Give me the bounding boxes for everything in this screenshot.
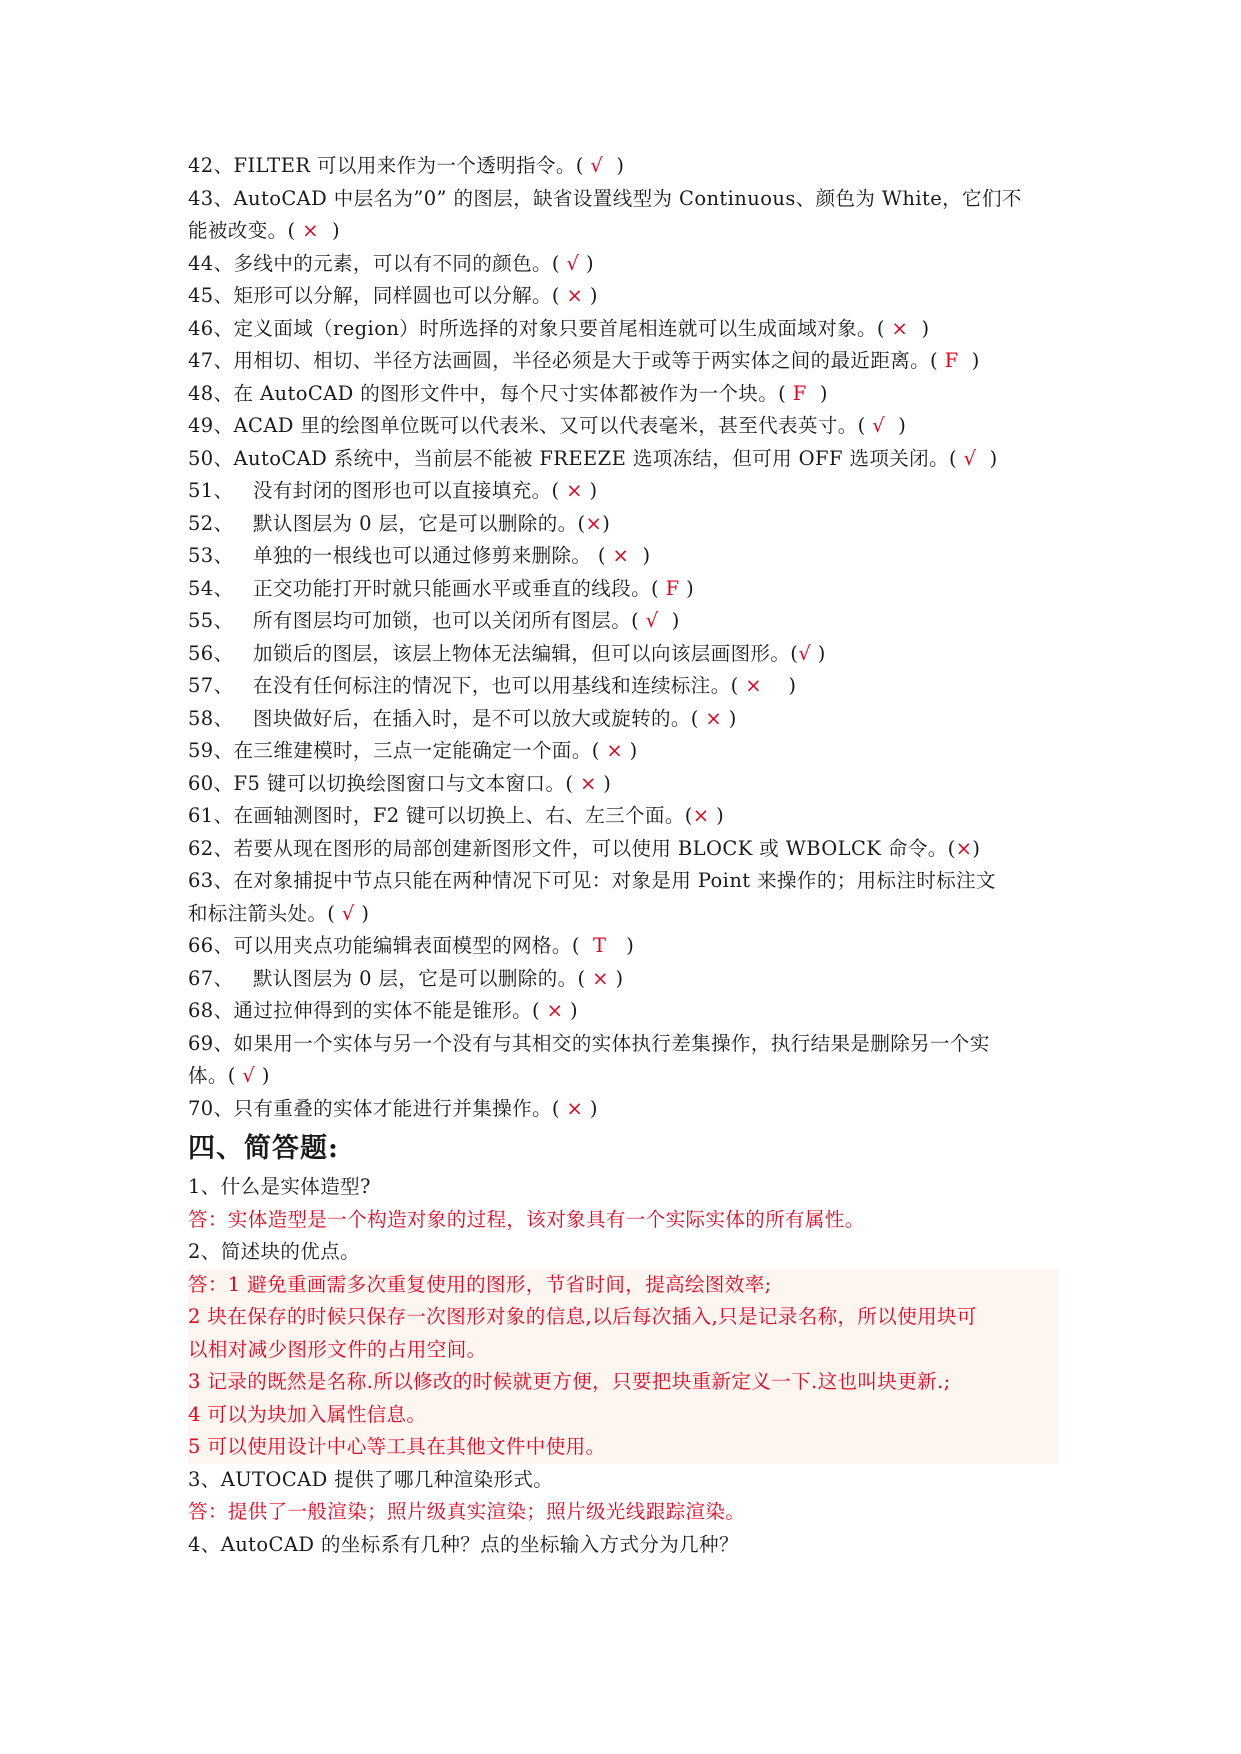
question-line: [188, 410, 1058, 443]
answer-mark: ×: [884, 316, 915, 340]
question-text: AutoCAD 系统中，当前层不能被 FREEZE 选项冻结，但可用 OFF 选项关闭。(: [233, 446, 957, 470]
answer-mark: √: [798, 641, 812, 665]
question-number: 47、: [188, 349, 234, 372]
short-answer: 答：实体造型是一个构造对象的过程，该对象具有一个实际实体的所有属性。: [188, 1207, 865, 1231]
question-number: 66、: [188, 934, 234, 957]
answer-mark: ×: [585, 511, 603, 535]
question-line: [188, 735, 1058, 768]
question-text: 加锁后的图层，该层上物体无法编辑，但可以向该层画图形。(: [253, 641, 799, 665]
question-number: 58、: [188, 706, 234, 730]
answer-mark: T: [579, 934, 614, 957]
answer-mark: √: [235, 1064, 262, 1087]
question-line: [188, 703, 1058, 736]
question-number: 42、: [188, 154, 234, 177]
content: [188, 150, 1058, 1561]
answer-mark: √: [335, 901, 362, 925]
question-number: 59、: [188, 739, 234, 762]
question-text: 如果用一个实体与另一个没有与其相交的实体执行差集操作，执行结果是删除另一个实: [233, 1031, 990, 1055]
question-number: 62、: [188, 836, 234, 860]
question-text: 单独的一根线也可以通过修剪来删除。 (: [253, 544, 606, 567]
question-text: 通过拉伸得到的实体不能是锥形。(: [233, 999, 541, 1022]
question-text: 没有封闭的图形也可以直接填充。(: [253, 479, 560, 502]
question-number: 69、: [188, 1031, 234, 1055]
short-question: 3、AUTOCAD 提供了哪几种渲染形式。: [188, 1467, 554, 1491]
question-text: 用相切、相切、半径方法画圆，半径必须是大于或等于两实体之间的最近距离。(: [233, 349, 939, 372]
question-close: ): [813, 381, 828, 405]
question-number: 49、: [188, 414, 234, 437]
short-answer: 答：1 避免重画需多次重复使用的图形，节省时间，提高绘图效率;: [188, 1269, 1058, 1302]
answer-mark: ×: [559, 1096, 590, 1120]
answer-mark: √: [639, 609, 666, 632]
question-text: 在三维建模时，三点一定能确定一个面。(: [233, 739, 600, 762]
question-text: 能被改变。(: [188, 219, 296, 242]
question-text: 只有重叠的实体才能进行并集操作。(: [233, 1096, 560, 1120]
question-line: [188, 670, 1058, 703]
question-close: ): [891, 414, 907, 437]
question-close: ): [972, 836, 981, 860]
question-number: 51、: [188, 479, 234, 502]
question-line: [188, 313, 1058, 346]
question-line: [188, 1060, 1058, 1093]
short-question: 4、AutoCAD 的坐标系有几种？点的坐标输入方式分为几种？: [188, 1532, 739, 1556]
question-close: ): [569, 999, 578, 1022]
answer-mark: ×: [955, 836, 973, 860]
question-text: 所有图层均可加锁，也可以关闭所有图层。(: [253, 609, 640, 632]
short-question: 2、简述块的优点。: [188, 1240, 361, 1263]
question-line: [188, 508, 1058, 541]
question-close: ): [665, 609, 680, 632]
answer-mark: √: [559, 251, 586, 275]
question-close: ): [609, 154, 625, 177]
question-text: 正交功能打开时就只能画水平或垂直的线段。(: [253, 576, 660, 600]
question-close: ): [768, 674, 797, 697]
question-line: [188, 800, 1058, 833]
short-answer: 5 可以使用设计中心等工具在其他文件中使用。: [188, 1431, 1058, 1464]
short-answer: 3 记录的既然是名称.所以修改的时候就更方便，只要把块重新定义一下.这也叫块更新.;: [188, 1366, 1058, 1399]
short-answer: 以相对减少图形文件的占用空间。: [188, 1334, 1058, 1367]
question-line: [188, 183, 1058, 216]
question-close: ): [615, 966, 624, 990]
question-text: FILTER 可以用来作为一个透明指令。(: [233, 154, 584, 177]
answer-mark: √: [956, 446, 984, 470]
question-number: 54、: [188, 576, 234, 600]
question-number: 55、: [188, 609, 234, 632]
answer-mark: F: [659, 576, 687, 600]
short-answer: 4 可以为块加入属性信息。: [188, 1399, 1058, 1432]
question-text: 和标注箭头处。(: [188, 901, 336, 925]
short-question: 1、什么是实体造型?: [188, 1175, 371, 1198]
question-number: 48、: [188, 381, 234, 405]
question-close: ): [613, 934, 635, 957]
question-close: ): [635, 544, 651, 567]
question-number: 56、: [188, 641, 234, 665]
question-text: AutoCAD 中层名为”0” 的图层，缺省设置线型为 Continuous、颜色为 White，它们不: [233, 186, 1022, 210]
question-number: 44、: [188, 251, 234, 275]
question-number: 57、: [188, 674, 234, 697]
question-close: ): [629, 739, 638, 762]
question-number: 60、: [188, 771, 234, 795]
question-text: 在 AutoCAD 的图形文件中，每个尺寸实体都被作为一个块。(: [233, 381, 787, 405]
answer-mark: ×: [698, 706, 729, 730]
question-line: [188, 865, 1058, 898]
answer-mark: √: [583, 154, 610, 177]
true-false-questions: [188, 150, 1058, 1125]
question-close: ): [325, 219, 341, 242]
question-number: 46、: [188, 316, 234, 340]
question-close: ): [589, 479, 598, 502]
question-line: [188, 833, 1058, 866]
question-line: [188, 930, 1058, 963]
answer-mark: ×: [573, 771, 604, 795]
question-line: [188, 963, 1058, 996]
question-close: ): [965, 349, 980, 372]
question-line: [188, 768, 1058, 801]
question-close: ): [361, 901, 370, 925]
question-close: ): [914, 316, 930, 340]
question-line: [188, 378, 1058, 411]
question-line: [188, 280, 1058, 313]
answer-mark: ×: [559, 479, 590, 502]
question-line: [188, 898, 1058, 931]
question-close: ): [589, 284, 598, 307]
answer-mark: F: [938, 349, 966, 372]
question-number: 70、: [188, 1096, 234, 1120]
question-close: ): [983, 446, 998, 470]
question-number: 68、: [188, 999, 234, 1022]
question-text: 可以用夹点功能编辑表面模型的网格。(: [233, 934, 580, 957]
question-text: 若要从现在图形的局部创建新图形文件，可以使用 BLOCK 或 WBOLCK 命令。(: [233, 836, 956, 860]
question-line: [188, 1028, 1058, 1061]
question-line: [188, 638, 1058, 671]
answer-mark: ×: [738, 674, 769, 697]
question-text: F5 键可以切换绘图窗口与文本窗口。(: [233, 771, 574, 795]
answer-mark: ×: [692, 804, 710, 827]
question-text: 默认图层为 0 层，它是可以删除的。(: [253, 966, 586, 990]
question-close: ): [585, 251, 594, 275]
question-text: 矩形可以分解，同样圆也可以分解。(: [233, 284, 560, 307]
answer-mark: ×: [540, 999, 570, 1022]
question-close: ): [261, 1064, 270, 1087]
answer-mark: √: [865, 414, 892, 437]
answer-mark: ×: [295, 219, 326, 242]
question-close: ): [602, 511, 611, 535]
question-close: ): [603, 771, 612, 795]
question-line: [188, 1093, 1058, 1126]
answer-mark: ×: [559, 284, 590, 307]
question-text: 图块做好后，在插入时，是不可以放大或旋转的。(: [253, 706, 699, 730]
question-line: [188, 248, 1058, 281]
question-number: 61、: [188, 804, 234, 827]
question-close: ): [686, 576, 695, 600]
question-number: 50、: [188, 446, 234, 470]
question-text: 在画轴测图时，F2 键可以切换上、右、左三个面。(: [233, 804, 693, 827]
question-number: 63、: [188, 869, 234, 892]
section-title: 四、简答题:: [188, 1133, 339, 1164]
question-close: ): [811, 641, 826, 665]
question-text: ACAD 里的绘图单位既可以代表米、又可以代表毫米，甚至代表英寸。(: [233, 414, 866, 437]
question-text: 体。(: [188, 1064, 236, 1087]
question-number: 67、: [188, 966, 234, 990]
question-line: [188, 443, 1058, 476]
question-number: 45、: [188, 284, 234, 307]
short-answer: 答：提供了一般渲染；照片级真实渲染；照片级光线跟踪渲染。: [188, 1500, 746, 1523]
question-text: 定义面域（region）时所选择的对象只要首尾相连就可以生成面域对象。(: [233, 316, 885, 340]
question-line: [188, 573, 1058, 606]
question-close: ): [728, 706, 737, 730]
question-number: 43、: [188, 186, 234, 210]
question-line: [188, 995, 1058, 1028]
short-answer-section: [188, 1171, 1058, 1561]
question-number: 52、: [188, 511, 234, 535]
question-line: [188, 150, 1058, 183]
short-answer: 2 块在保存的时候只保存一次图形对象的信息,以后每次插入,只是记录名称，所以使用块可: [188, 1301, 1058, 1334]
question-number: 53、: [188, 544, 234, 567]
question-line: [188, 605, 1058, 638]
answer-mark: ×: [599, 739, 630, 762]
question-text: 在对象捕捉中节点只能在两种情况下可见：对象是用 Point 来操作的；用标注时标注文: [233, 869, 996, 892]
answer-mark: ×: [585, 966, 616, 990]
question-line: [188, 345, 1058, 378]
answer-mark: ×: [605, 544, 636, 567]
question-line: [188, 540, 1058, 573]
question-text: 默认图层为 0 层，它是可以删除的。(: [253, 511, 586, 535]
question-line: [188, 215, 1058, 248]
question-text: 在没有任何标注的情况下，也可以用基线和连续标注。(: [253, 674, 739, 697]
question-text: 多线中的元素，可以有不同的颜色。(: [233, 251, 560, 275]
answer-mark: F: [786, 381, 814, 405]
question-close: ): [709, 804, 725, 827]
question-close: ): [589, 1096, 598, 1120]
question-line: [188, 475, 1058, 508]
